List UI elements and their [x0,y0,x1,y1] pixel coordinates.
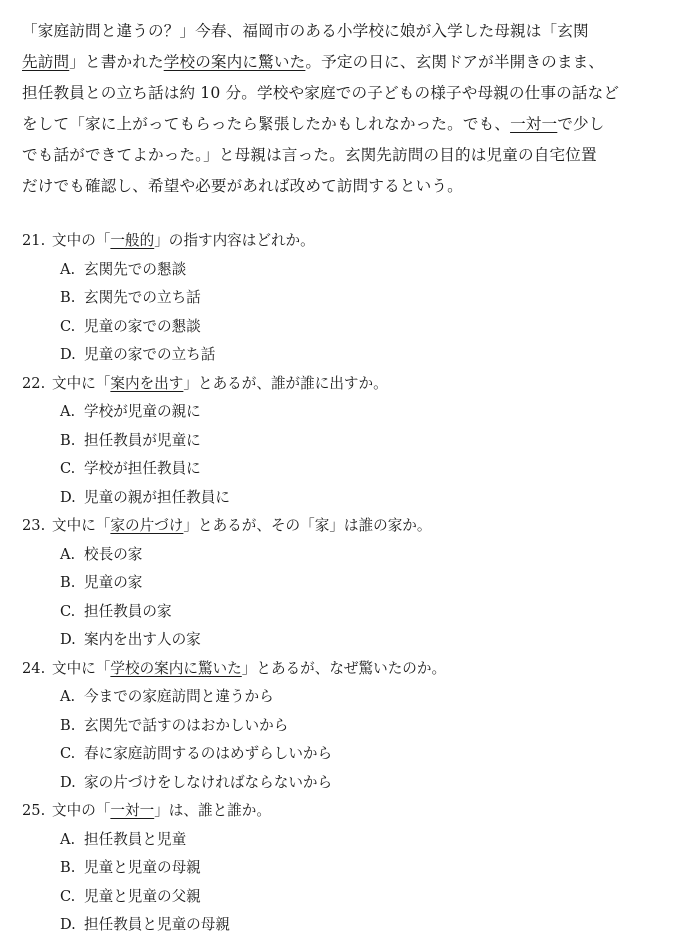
passage-line [22,171,672,202]
answer-option[interactable] [22,626,672,655]
option-label: B. [60,431,76,449]
option-text: 玄関先で話すのはおかしいから [84,716,289,734]
option-label: D. [60,346,76,363]
underlined-phrase: 学校の案内に驚いた [163,53,306,71]
answer-option[interactable] [22,683,672,712]
question-text: 文中に「 [52,374,111,392]
option-text: 担任教員の家 [84,602,172,620]
option-label: A. [60,830,76,848]
option-text: 家の片づけをしなければならないから [84,773,333,791]
passage-segment: 担任教員との立ち話は約 10 分。学校や家庭での子どもの様子や母親の仕事の話など [22,84,620,102]
option-label: B. [60,859,76,876]
option-label: D. [60,631,76,648]
option-label: C. [60,317,76,335]
question-text: 」の指す内容はどれか。 [154,232,315,249]
question-stem [22,227,672,256]
question-number: 25. [22,802,46,819]
answer-option[interactable] [22,398,672,427]
question-list [22,227,672,940]
option-label: D. [60,773,76,791]
question-text: 文中に「 [52,517,111,534]
option-label: A. [60,688,76,705]
question-stem [22,370,672,399]
underlined-phrase: 一対一 [110,802,155,819]
passage-segment: だけでも確認し、希望や必要があれば改めて訪問するという。 [22,177,463,195]
option-text: 校長の家 [84,545,143,563]
option-text: 学校が児童の親に [84,403,201,420]
answer-option[interactable] [22,769,672,798]
option-text: 担任教員と児童 [84,830,187,848]
option-text: 案内を出す人の家 [84,631,201,648]
question-stem [22,797,672,826]
answer-option[interactable] [22,911,672,940]
passage-segment: をして「家に上がってもらったら緊張したかもしれなかった。でも、 [22,115,511,133]
option-label: A. [60,403,76,420]
option-label: B. [60,574,76,591]
option-label: C. [60,745,76,762]
option-text: 学校が担任教員に [84,460,201,477]
question-text: 文中に「 [52,659,111,677]
option-label: C. [60,460,76,477]
underlined-phrase: 一般的 [110,232,155,249]
question-25 [22,797,672,940]
question-number: 24. [22,659,46,677]
answer-option[interactable] [22,313,672,342]
passage-segment: 」と書かれた [69,53,164,71]
underlined-phrase: 学校の案内に驚いた [110,659,242,677]
underlined-phrase: 先訪問 [22,53,70,71]
answer-option[interactable] [22,883,672,912]
passage-line [22,109,672,140]
option-text: 児童と児童の父親 [84,887,201,905]
answer-option[interactable] [22,455,672,484]
answer-option[interactable] [22,854,672,883]
passage-line [22,140,672,171]
option-text: 玄関先での懇談 [84,260,187,278]
reading-passage [22,16,672,202]
question-24 [22,655,672,798]
answer-option[interactable] [22,569,672,598]
option-label: B. [60,289,76,306]
option-label: A. [60,260,76,278]
question-text: 」とあるが、なぜ驚いたのか。 [241,659,447,677]
answer-option[interactable] [22,284,672,313]
question-stem [22,512,672,541]
option-text: 児童の家での立ち話 [84,346,216,363]
passage-segment: 「家庭訪問と違うの？」今春、福岡市のある小学校に娘が入学した母親は「玄関 [22,22,589,40]
passage-line [22,47,672,78]
passage-segment: 。予定の日に、玄関ドアが半開きのまま、 [305,53,605,71]
option-text: 今までの家庭訪問と違うから [84,688,274,705]
option-text: 児童の親が担任教員に [84,488,230,506]
option-text: 児童の家 [84,574,143,591]
question-text: 」とあるが、誰が誰に出すか。 [183,374,388,392]
option-text: 玄関先での立ち話 [84,289,201,306]
question-number: 23. [22,517,46,534]
question-number: 22. [22,374,46,392]
option-text: 児童と児童の母親 [84,859,201,876]
option-label: C. [60,887,76,905]
question-number: 21. [22,232,46,249]
option-label: D. [60,488,76,506]
question-23 [22,512,672,655]
question-text: 」は、誰と誰か。 [154,802,271,819]
option-text: 担任教員と児童の母親 [84,916,230,933]
passage-line [22,78,672,109]
question-text: 文中の「 [52,232,111,249]
question-22 [22,370,672,513]
option-label: B. [60,716,76,734]
option-label: C. [60,602,76,620]
option-label: D. [60,916,76,933]
option-text: 児童の家での懇談 [84,317,201,335]
answer-option[interactable] [22,598,672,627]
question-stem [22,655,672,684]
passage-segment: でも話ができてよかった。」と母親は言った。玄関先訪問の目的は児童の自宅位置 [22,146,597,164]
underlined-phrase: 一対一 [510,115,558,133]
underlined-phrase: 案内を出す [110,374,184,392]
passage-segment: で少し [557,115,605,133]
option-label: A. [60,545,76,563]
question-text: 」とあるが、その「家」は誰の家か。 [183,517,432,534]
answer-option[interactable] [22,541,672,570]
answer-option[interactable] [22,341,672,370]
answer-option[interactable] [22,256,672,285]
answer-option[interactable] [22,826,672,855]
answer-option[interactable] [22,712,672,741]
passage-line [22,16,672,47]
underlined-phrase: 家の片づけ [110,517,184,534]
question-text: 文中の「 [52,802,111,819]
question-21 [22,227,672,370]
option-text: 担任教員が児童に [84,431,201,449]
answer-option[interactable] [22,740,672,769]
answer-option[interactable] [22,427,672,456]
option-text: 春に家庭訪問するのはめずらしいから [84,745,333,762]
answer-option[interactable] [22,484,672,513]
